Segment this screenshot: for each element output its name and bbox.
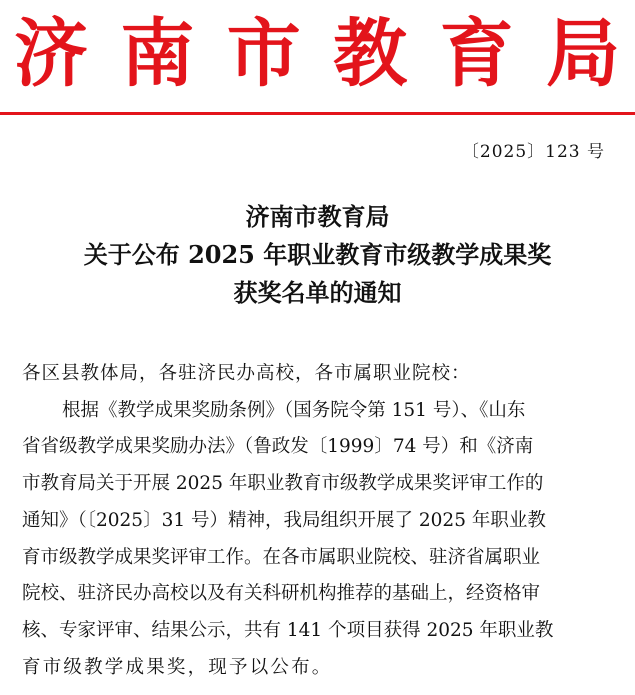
salutation: 各区县教体局，各驻济民办高校，各市属职业院校： <box>22 363 471 384</box>
body-line: 院校、驻济民办高校以及有关科研机构推荐的基础上，经资格审 <box>22 583 541 605</box>
body-line: 育市级教学成果奖评审工作。在各市属职业院校、驻济省属职业 <box>22 546 541 568</box>
masthead-char: 市 <box>226 11 301 97</box>
body-line: 市教育局关于开展 2025 年职业教育市级教学成果奖评审工作的 <box>22 473 544 495</box>
body-line: 核、专家评审、结果公示，共有 141 个项目获得 2025 年职业教 <box>22 619 554 641</box>
title-line-subject: 关于公布 2025 年职业教育市级教学成果奖 <box>83 240 552 269</box>
masthead-char: 南 <box>120 11 195 97</box>
red-divider-line <box>0 112 635 115</box>
title-line-subject-end: 获奖名单的通知 <box>233 278 402 307</box>
body-line: 省省级教学成果奖励办法》（鲁政发〔1999〕74 号）和《济南 <box>22 436 534 458</box>
masthead-title <box>14 11 620 97</box>
masthead-char: 局 <box>545 11 620 97</box>
masthead-char: 育 <box>439 11 514 97</box>
notice-title <box>0 198 635 312</box>
body-line: 通知》（〔2025〕31 号）精神，我局组织开展了 2025 年职业教 <box>22 509 546 531</box>
body-line: 育市级教学成果奖，现予以公布。 <box>22 656 333 678</box>
body-line: 根据《教学成果奖励条例》（国务院令第 151 号）、《山东 <box>62 399 526 421</box>
masthead-char: 济 <box>14 11 88 97</box>
masthead-char: 教 <box>333 11 408 97</box>
notice-body <box>22 356 614 686</box>
title-line-issuer: 济南市教育局 <box>245 202 390 231</box>
document-number: 〔2025〕123 号 <box>461 142 605 162</box>
